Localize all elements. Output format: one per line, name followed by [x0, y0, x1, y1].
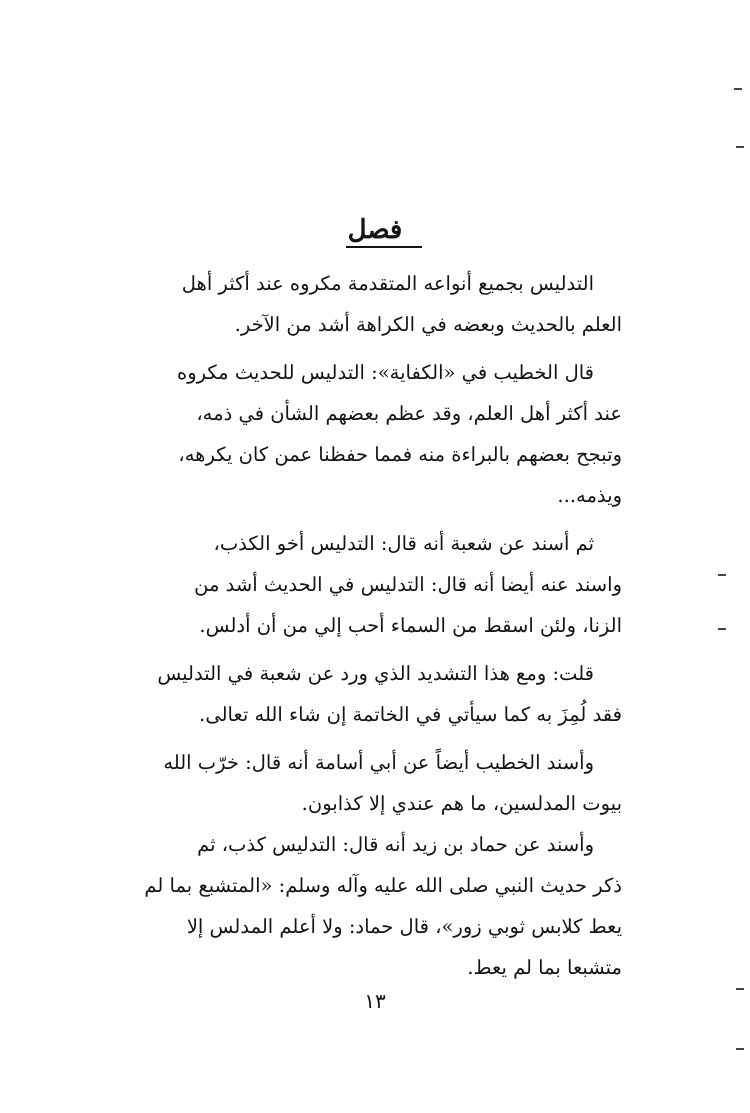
text-line: فقد لُمِزَ به كما سيأتي في الخاتمة إن شاء الله تعالى.	[199, 703, 622, 726]
text-line: قلت: ومع هذا التشديد الذي ورد عن شعبة في التدليس	[157, 662, 594, 685]
page-number: ١٣	[364, 989, 386, 1013]
text-line: العلم بالحديث وبعضه في الكراهة أشد من الآخر.	[234, 313, 622, 336]
edge-tick	[736, 146, 744, 148]
text-line: ثم أسند عن شعبة أنه قال: التدليس أخو الكذب،	[213, 532, 594, 555]
text-line: ذكر حديث النبي صلى الله عليه وآله وسلم: «المتشبع بما لم	[144, 874, 622, 897]
text-line: وأسند الخطيب أيضاً عن أبي أسامة أنه قال: خرّب الله	[163, 751, 594, 774]
heading-underline	[346, 246, 422, 248]
text-line: متشبعا بما لم يعط.	[467, 956, 622, 979]
edge-tick	[736, 988, 744, 990]
text-line: قال الخطيب في «الكفاية»: التدليس للحديث مكروه	[177, 361, 594, 384]
section-heading: فصل	[347, 215, 403, 245]
text-line: الزنا، ولئن اسقط من السماء أحب إلي من أن أدلس.	[199, 614, 622, 637]
paragraph-3	[147, 523, 622, 646]
text-line: واسند عنه أيضا أنه قال: التدليس في الحديث أشد من	[194, 573, 622, 596]
edge-tick	[734, 88, 742, 90]
paragraph-5	[147, 742, 622, 824]
text-line: التدليس بجميع أنواعه المتقدمة مكروه عند أكثر أهل	[181, 272, 594, 295]
text-line: وأسند عن حماد بن زيد أنه قال: التدليس كذب، ثم	[197, 833, 594, 856]
paragraph-4	[147, 653, 622, 735]
text-line: يعط كلابس ثوبي زور»، قال حماد: ولا أعلم المدلس إلا	[186, 915, 622, 938]
edge-tick	[718, 628, 726, 630]
paragraph-1	[147, 263, 622, 345]
edge-tick	[718, 574, 726, 576]
edge-tick	[736, 1048, 744, 1050]
text-line: وتبجح بعضهم بالبراءة منه فمما حفظنا عمن كان يكرهه،	[178, 443, 622, 466]
text-line: ويذمه...	[557, 484, 622, 507]
paragraph-2	[147, 352, 622, 516]
text-line: عند أكثر أهل العلم، وقد عظم بعضهم الشأن في ذمه،	[196, 402, 622, 425]
text-line: بيوت المدلسين، ما هم عندي إلا كذابون.	[301, 792, 622, 815]
paragraph-6	[144, 824, 622, 988]
body-text	[144, 263, 622, 988]
